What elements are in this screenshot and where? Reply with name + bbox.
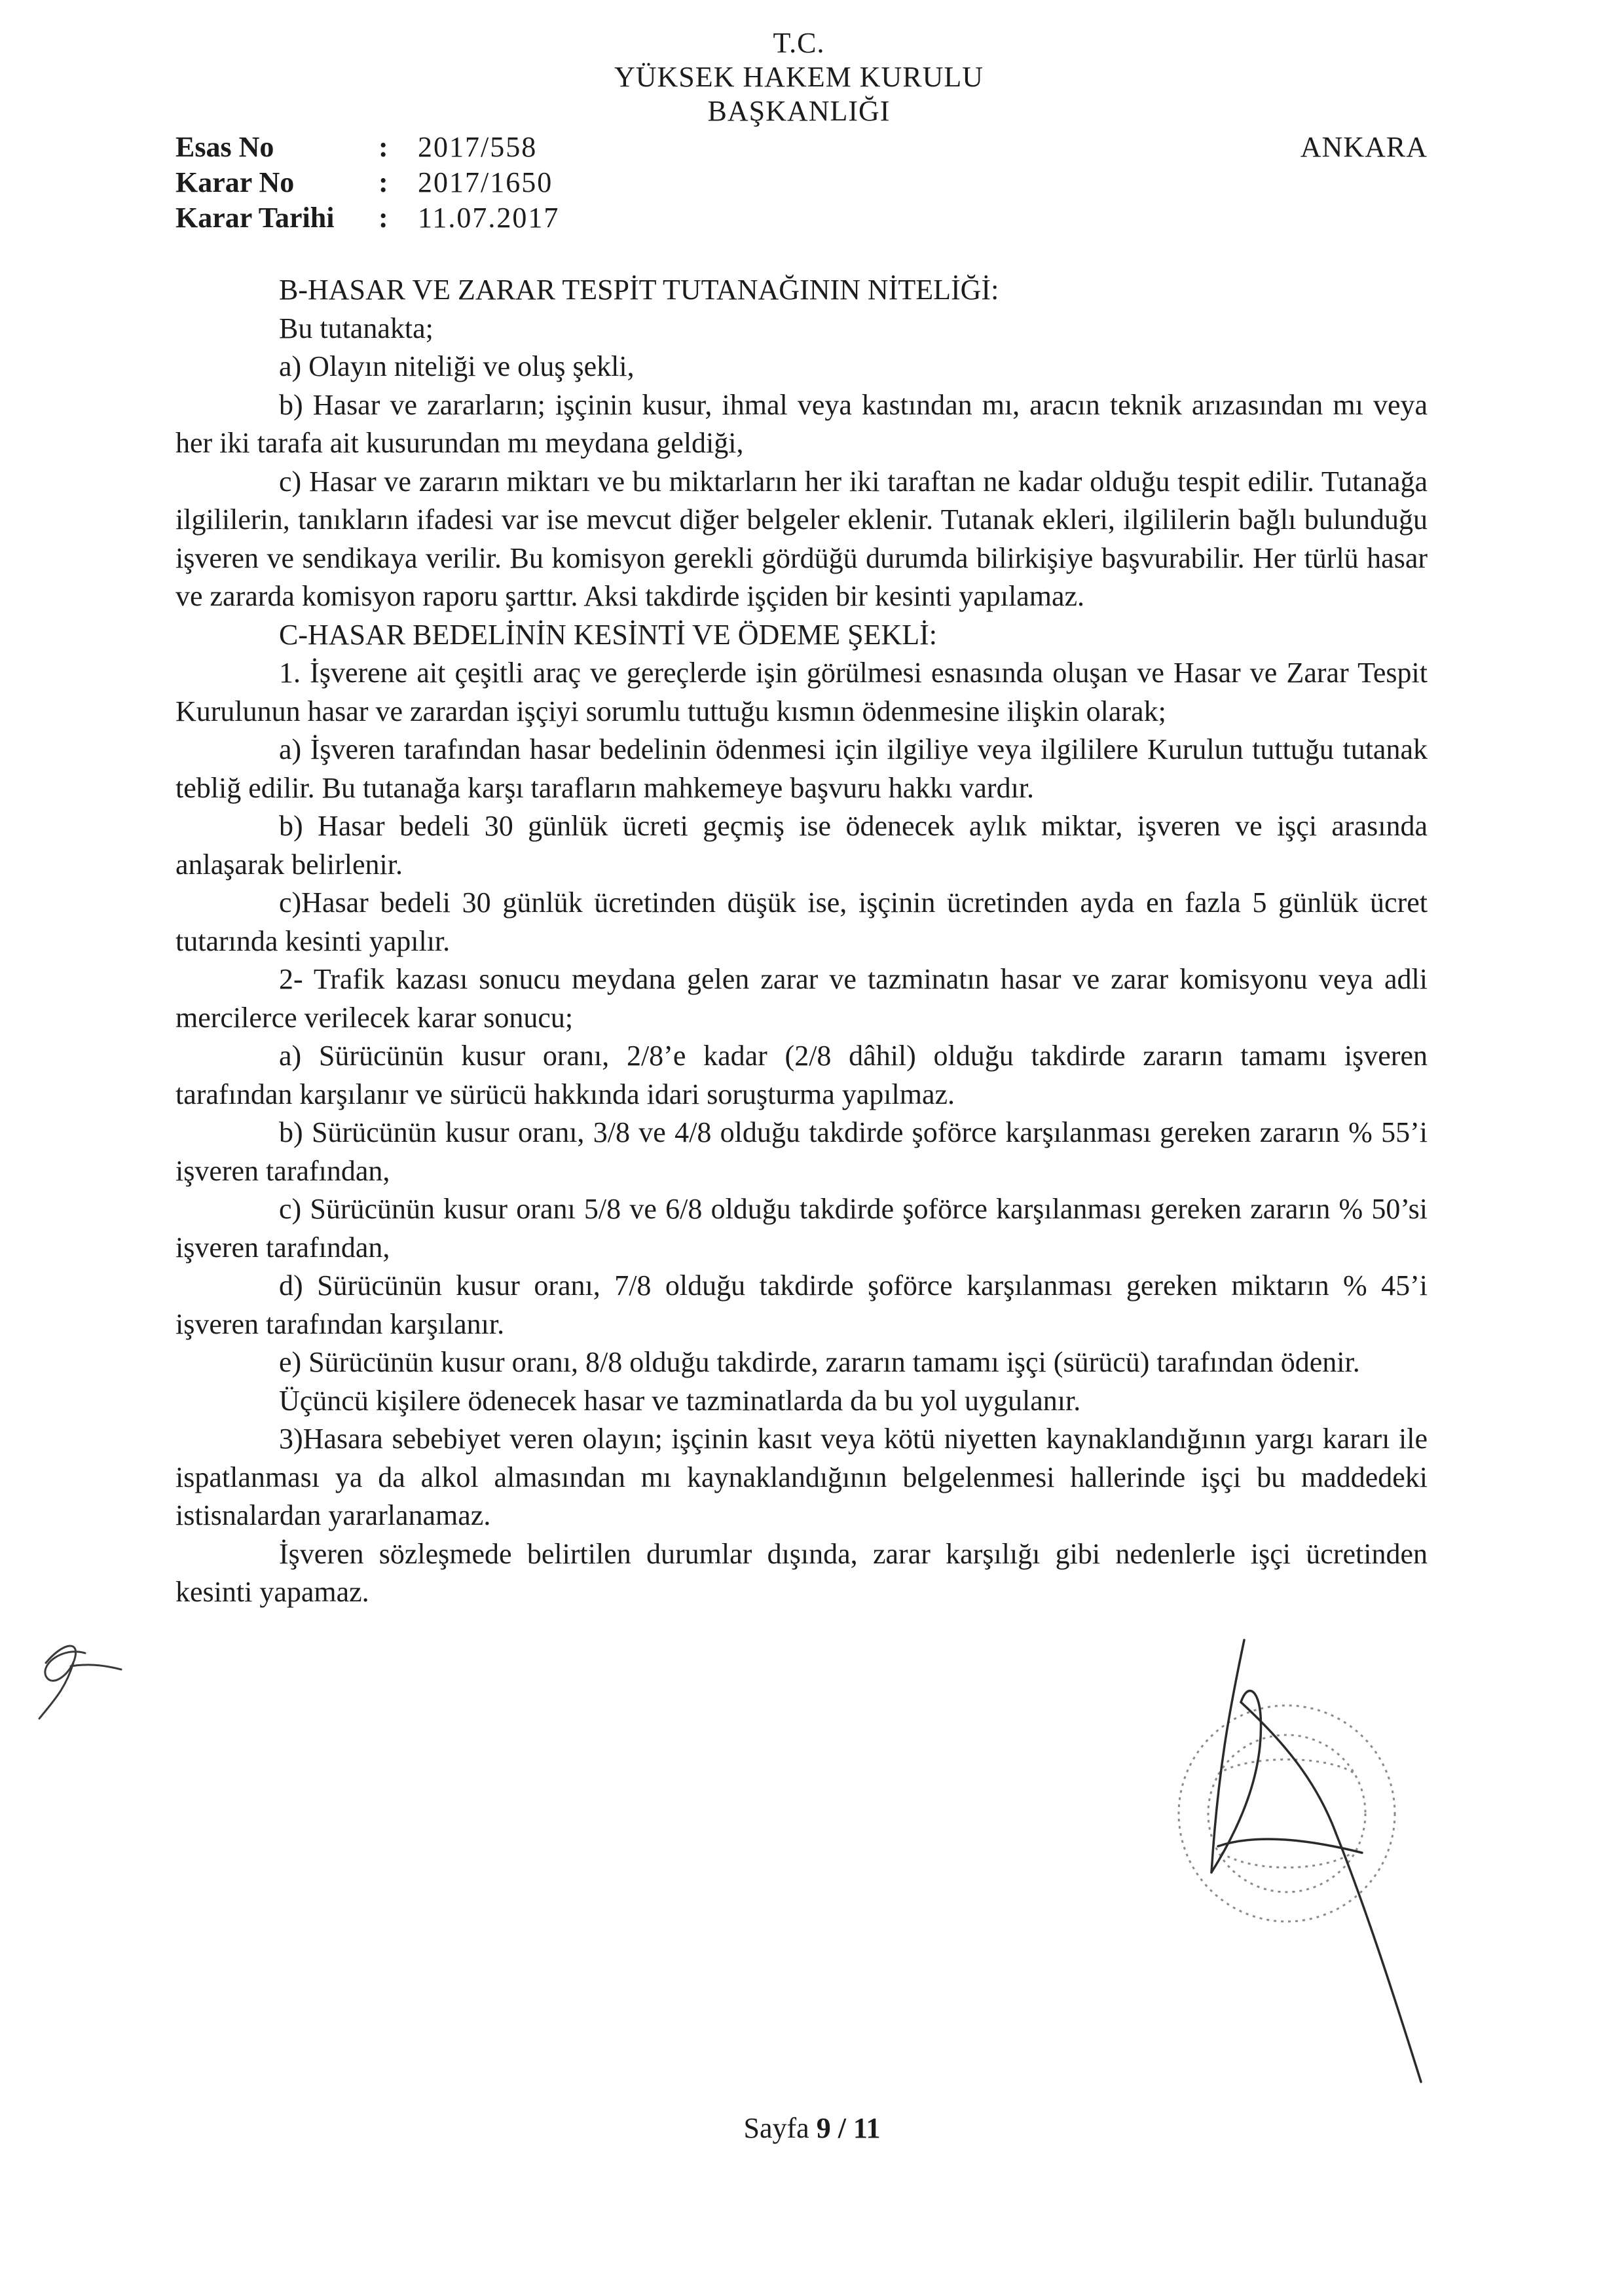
paragraph: c)Hasar bedeli 30 günlük ücretinden düşük ise, işçinin ücretinden ayda en fazla 5 günlük ücret tutarında kesinti yapılır. (175, 886, 1428, 957)
meta-value: 2017/558 (418, 131, 538, 163)
meta-label: Karar Tarihi (175, 202, 335, 234)
paragraph: 1. İşverene ait çeşitli araç ve gereçlerde işin görülmesi esnasında oluşan ve Hasar ve Zarar Tespit Kurulunun hasar ve zarardan işçiyi sorumlu tuttuğu kısmın ödenmesine ilişkin olarak; (175, 657, 1428, 727)
paragraph: b) Hasar ve zararların; işçinin kusur, ihmal veya kastından mı, aracın teknik arızasından mı veya her iki tarafa ait kusurundan mı meydana geldiği, (175, 388, 1428, 459)
city-label: ANKARA (1300, 131, 1428, 163)
paragraph: b) Sürücünün kusur oranı, 3/8 ve 4/8 olduğu takdirde şoförce karşılanması gereken zararın % 55’i işveren tarafından, (175, 1116, 1428, 1187)
paragraph: c) Sürücünün kusur oranı 5/8 ve 6/8 olduğu takdirde şoförce karşılanması gereken zararın % 50’si işveren tarafından, (175, 1193, 1428, 1264)
paragraph: 3)Hasara sebebiyet veren olayın; işçinin kasıt veya kötü niyetten kaynaklandığının yargı kararı ile ispatlanması ya da alkol almasından mı kaynaklandığının belgelenmesi hallerinde işçi bu maddedeki istisnalardan yararlanamaz. (175, 1423, 1428, 1531)
signature (1211, 1640, 1421, 2082)
paragraph: b) Hasar bedeli 30 günlük ücreti geçmiş ise ödenecek aylık miktar, işveren ve işçi arasında anlaşarak belirlenir. (175, 810, 1428, 881)
meta-label: Esas No (175, 131, 274, 163)
section-heading-c: C-HASAR BEDELİNİN KESİNTİ VE ÖDEME ŞEKLİ: (279, 618, 937, 651)
meta-label: Karar No (175, 166, 295, 198)
page-number: 9 / 11 (816, 2112, 881, 2144)
margin-initials (39, 1646, 121, 1719)
header-line-office: BAŞKANLIĞI (707, 95, 891, 127)
meta-separator: : (378, 166, 388, 198)
official-seal (1179, 1705, 1395, 1922)
meta-separator: : (378, 131, 388, 163)
footer-prefix: Sayfa (743, 2112, 817, 2144)
paragraph: e) Sürücünün kusur oranı, 8/8 olduğu takdirde, zararın tamamı işçi (sürücü) tarafından ödenir. (279, 1346, 1360, 1378)
page-footer (0, 2111, 1624, 2145)
header-line-institution: YÜKSEK HAKEM KURULU (614, 61, 984, 93)
paragraph: a) Sürücünün kusur oranı, 2/8’e kadar (2/8 dâhil) olduğu takdirde zararın tamamı işveren tarafından karşılanır ve sürücü hakkında idari soruşturma yapılmaz. (175, 1040, 1428, 1110)
paragraph: Bu tutanakta; (279, 312, 434, 344)
meta-value: 11.07.2017 (418, 202, 560, 234)
paragraph: d) Sürücünün kusur oranı, 7/8 olduğu takdirde şoförce karşılanması gereken miktarın % 45’i işveren tarafından karşılanır. (175, 1269, 1428, 1340)
paragraph: a) İşveren tarafından hasar bedelinin ödenmesi için ilgiliye veya ilgililere Kurulun tuttuğu tutanak tebliğ edilir. Bu tutanağa karşı tarafların mahkemeye başvuru hakkı vardır. (175, 733, 1428, 804)
paragraph: İşveren sözleşmede belirtilen durumlar dışında, zarar karşılığı gibi nedenlerle işçi ücretinden kesinti yapamaz. (175, 1537, 1428, 1608)
paragraph: c) Hasar ve zararın miktarı ve bu miktarların her iki taraftan ne kadar olduğu tespit edilir. Tutanağa ilgililerin, tanıkların ifadesi var ise mevcut diğer belgeler eklenir. Tutanak ekleri, ilgililerin bağlı bulunduğu işveren ve sendikaya verilir. Bu komisyon gerekli gördüğü durumda bilirkişiye başvurabilir. Her türlü hasar ve zararda komisyon raporu şarttır. Aksi takdirde işçiden bir kesinti yapılamaz. (175, 465, 1428, 612)
paragraph: 2- Trafik kazası sonucu meydana gelen zarar ve tazminatın hasar ve zarar komisyonu veya adli mercilerce verilecek karar sonucu; (175, 963, 1428, 1034)
meta-value: 2017/1650 (418, 166, 553, 198)
section-heading-b: B-HASAR VE ZARAR TESPİT TUTANAĞININ NİTELİĞİ: (279, 274, 999, 306)
paragraph: Üçüncü kişilere ödenecek hasar ve tazminatlarda da bu yol uygulanır. (279, 1384, 1081, 1417)
paragraph: a) Olayın niteliği ve oluş şekli, (279, 350, 635, 382)
meta-separator: : (378, 202, 388, 234)
header-line-tc: T.C. (773, 27, 825, 59)
